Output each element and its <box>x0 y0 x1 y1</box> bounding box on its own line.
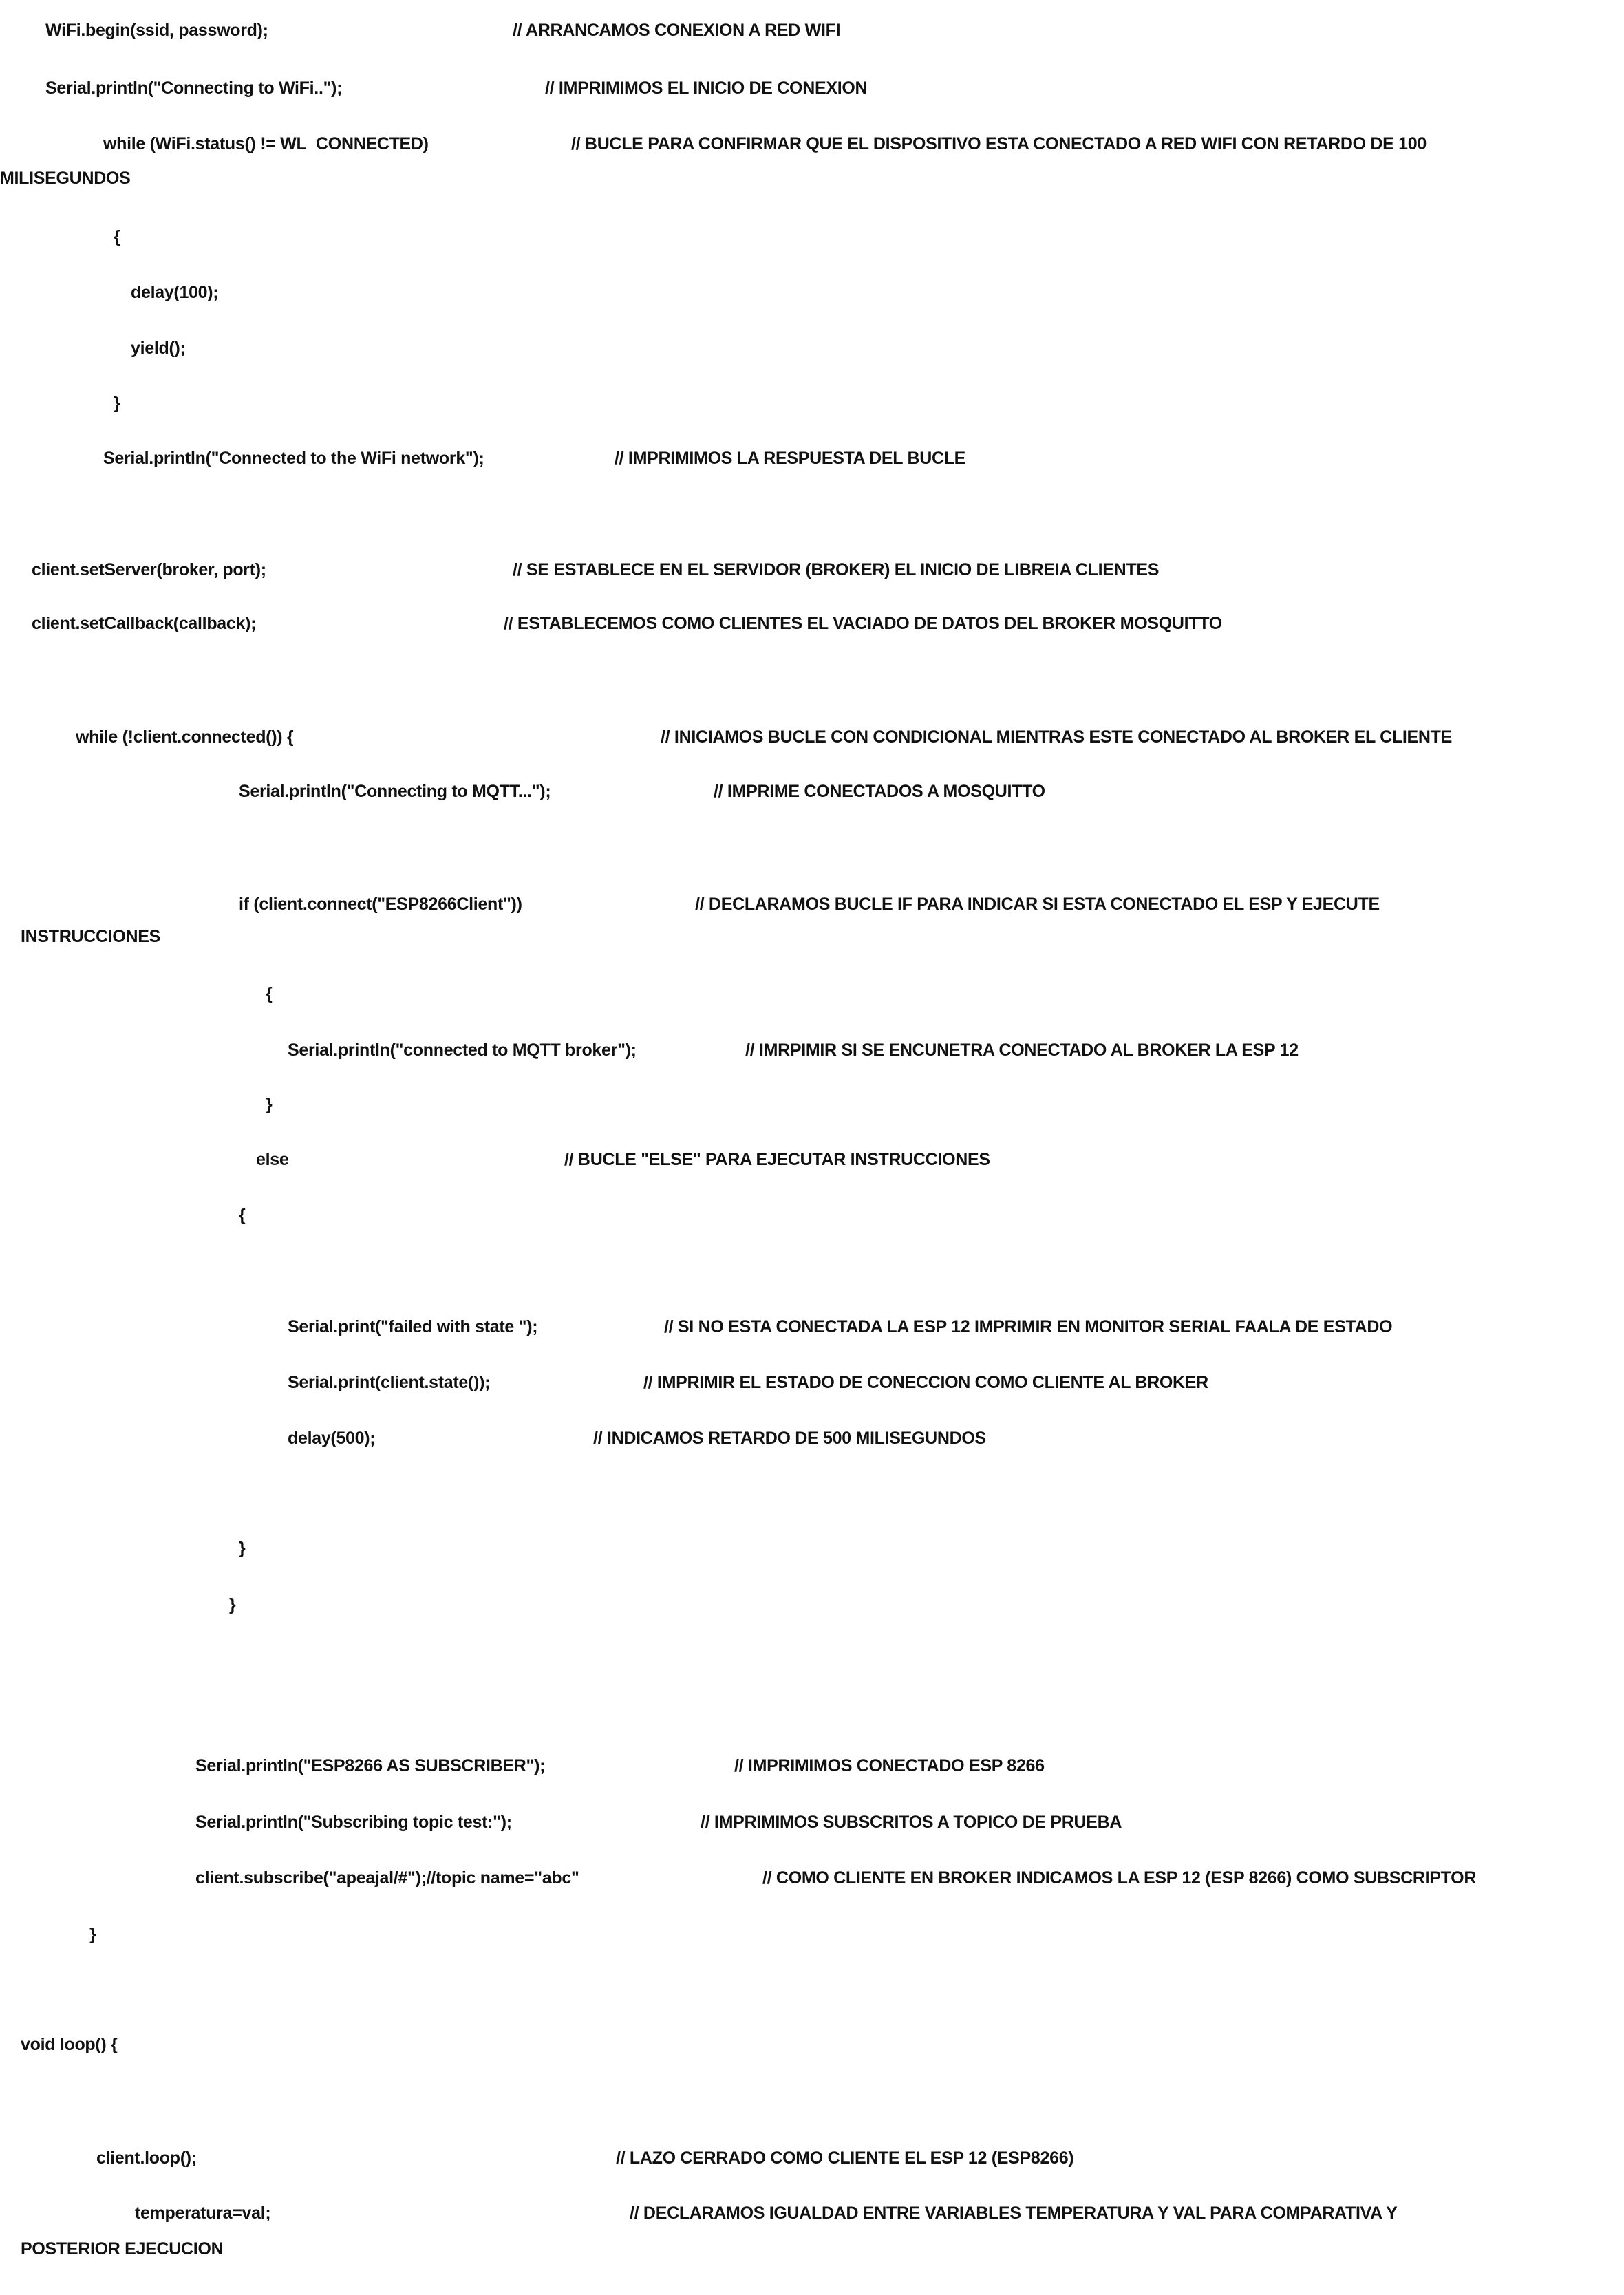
code-comment: // INICIAMOS BUCLE CON CONDICIONAL MIENTRAS ESTE CONECTADO AL BROKER EL CLIENTE <box>661 727 1452 747</box>
code-line: Serial.println("ESP8266 AS SUBSCRIBER"); <box>195 1756 546 1775</box>
code-line: if (client.connect("ESP8266Client")) <box>239 895 522 914</box>
code-line: client.subscribe("apeajal/#");//topic name="abc" <box>195 1868 579 1888</box>
code-comment: // LAZO CERRADO COMO CLIENTE EL ESP 12 (ESP8266) <box>616 2148 1074 2168</box>
code-comment: // ARRANCAMOS CONEXION A RED WIFI <box>513 21 841 40</box>
code-line: temperatura=val; <box>135 2203 271 2223</box>
code-comment: // BUCLE "ELSE" PARA EJECUTAR INSTRUCCIONES <box>564 1150 990 1169</box>
code-comment-wrap: MILISEGUNDOS <box>0 169 131 188</box>
code-line: } <box>239 1539 246 1558</box>
code-comment-wrap: INSTRUCCIONES <box>21 927 161 946</box>
code-line: Serial.print(client.state()); <box>288 1373 491 1392</box>
code-comment-wrap: POSTERIOR EJECUCION <box>21 2239 224 2259</box>
code-line: Serial.println("Connecting to WiFi.."); <box>45 78 343 98</box>
code-comment: // INDICAMOS RETARDO DE 500 MILISEGUNDOS <box>593 1429 986 1448</box>
code-line: else <box>256 1150 289 1169</box>
code-comment: // BUCLE PARA CONFIRMAR QUE EL DISPOSITIVO ESTA CONECTADO A RED WIFI CON RETARDO DE 100 <box>571 134 1427 153</box>
code-line: Serial.println("Connected to the WiFi network"); <box>103 449 484 468</box>
code-line: } <box>89 1925 96 1944</box>
code-comment: // IMPRIME CONECTADOS A MOSQUITTO <box>714 782 1045 801</box>
code-comment: // DECLARAMOS IGUALDAD ENTRE VARIABLES TEMPERATURA Y VAL PARA COMPARATIVA Y <box>630 2203 1398 2223</box>
code-comment: // IMPRIMIMOS EL INICIO DE CONEXION <box>545 78 868 98</box>
code-line: client.setServer(broker, port); <box>32 560 266 579</box>
code-line: while (!client.connected()) { <box>76 727 294 747</box>
code-line: Serial.println("Connecting to MQTT..."); <box>239 782 551 801</box>
code-comment: // IMPRIMIMOS CONECTADO ESP 8266 <box>734 1756 1045 1775</box>
code-line: while (WiFi.status() != WL_CONNECTED) <box>103 134 429 153</box>
code-line: delay(100); <box>131 283 219 302</box>
code-line: Serial.print("failed with state "); <box>288 1317 538 1336</box>
code-comment: // IMPRIMIMOS LA RESPUESTA DEL BUCLE <box>615 449 966 468</box>
code-line: { <box>114 227 120 246</box>
code-line: } <box>229 1595 236 1614</box>
code-line: yield(); <box>131 339 186 358</box>
code-line: Serial.println("connected to MQTT broker"); <box>288 1040 637 1060</box>
code-line: client.loop(); <box>96 2148 197 2168</box>
code-line: { <box>239 1206 246 1225</box>
code-line: delay(500); <box>288 1429 376 1448</box>
code-comment: // COMO CLIENTE EN BROKER INDICAMOS LA ESP 12 (ESP 8266) COMO SUBSCRIPTOR <box>762 1868 1477 1888</box>
code-line: client.setCallback(callback); <box>32 614 257 633</box>
code-comment: // IMRPIMIR SI SE ENCUNETRA CONECTADO AL BROKER LA ESP 12 <box>745 1040 1299 1060</box>
code-comment: // IMPRIMIR EL ESTADO DE CONECCION COMO CLIENTE AL BROKER <box>643 1373 1208 1392</box>
code-line: Serial.println("Subscribing topic test:"); <box>195 1813 512 1832</box>
code-line: void loop() { <box>21 2035 118 2054</box>
code-comment: // DECLARAMOS BUCLE IF PARA INDICAR SI ESTA CONECTADO EL ESP Y EJECUTE <box>695 895 1380 914</box>
code-comment: // IMPRIMIMOS SUBSCRITOS A TOPICO DE PRUEBA <box>701 1813 1122 1832</box>
code-line: } <box>266 1095 273 1114</box>
code-comment: // ESTABLECEMOS COMO CLIENTES EL VACIADO DE DATOS DEL BROKER MOSQUITTO <box>504 614 1222 633</box>
code-line: { <box>266 984 273 1003</box>
code-line: WiFi.begin(ssid, password); <box>45 21 268 40</box>
code-line: } <box>114 394 120 413</box>
code-comment: // SE ESTABLECE EN EL SERVIDOR (BROKER) EL INICIO DE LIBREIA CLIENTES <box>513 560 1160 579</box>
code-comment: // SI NO ESTA CONECTADA LA ESP 12 IMPRIMIR EN MONITOR SERIAL FAALA DE ESTADO <box>664 1317 1393 1336</box>
